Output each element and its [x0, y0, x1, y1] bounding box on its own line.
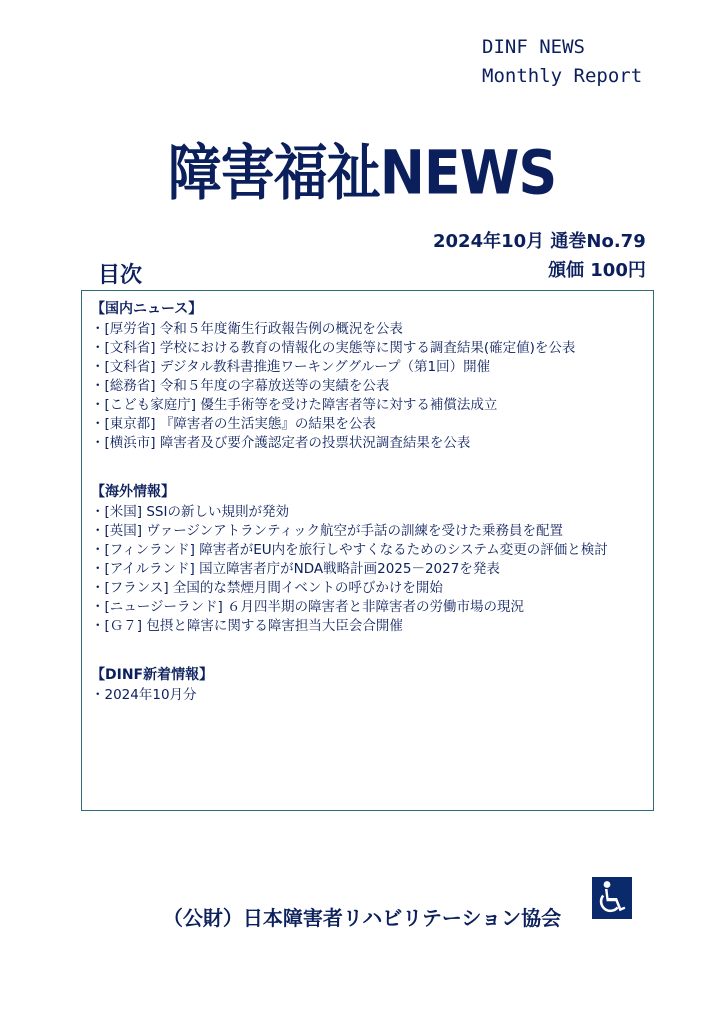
list-item[interactable]: ・[米国] SSIの新しい規則が発効 [91, 504, 289, 520]
list-item[interactable]: ・[フランス] 全国的な禁煙月間イベントの呼びかけを開始 [91, 580, 443, 596]
list-item[interactable]: ・[Ｇ７] 包摂と障害に関する障害担当大臣会合開催 [91, 618, 403, 634]
list-item[interactable]: ・[英国] ヴァージンアトランティック航空が手話の訓練を受けた乗務員を配置 [91, 523, 564, 539]
list-item[interactable]: ・2024年10月分 [91, 687, 197, 703]
publication-label [482, 33, 642, 91]
page-title: 障害福祉NEWS [167, 137, 557, 209]
toc-heading: 目次 [98, 263, 143, 288]
list-item[interactable]: ・[フィンランド] 障害者がEU内を旅行しやすくなるためのシステム変更の評価と検討 [91, 542, 608, 558]
section-title: 【国内ニュース】 [91, 301, 203, 317]
publication-name: DINF NEWS [482, 36, 585, 58]
list-item[interactable]: ・[東京都] 『障害者の生活実態』の結果を公表 [91, 416, 376, 432]
list-item[interactable]: ・[こども家庭庁] 優生手術等を受けた障害者等に対する補償法成立 [91, 397, 498, 413]
price-label: 頒価 100円 [548, 260, 646, 281]
list-item[interactable]: ・[アイルランド] 国立障害者庁がNDA戦略計画2025－2027を発表 [91, 561, 500, 577]
domestic-news-section [91, 300, 653, 453]
wheelchair-icon-graphic [592, 877, 632, 919]
list-item[interactable]: ・[総務省] 令和５年度の字幕放送等の実績を公表 [91, 378, 390, 394]
section-title: 【海外情報】 [91, 484, 175, 500]
wheelchair-icon [592, 877, 632, 919]
publisher-name: （公財）日本障害者リハビリテーション協会 [162, 906, 562, 930]
list-item[interactable]: ・[文科省] デジタル教科書推進ワーキンググループ（第1回）開催 [91, 359, 491, 375]
table-of-contents [81, 290, 654, 811]
dinf-updates-section [91, 666, 653, 705]
list-item[interactable]: ・[文科省] 学校における教育の情報化の実態等に関する調査結果(確定値)を公表 [91, 340, 576, 356]
list-item[interactable]: ・[横浜市] 障害者及び要介護認定者の投票状況調査結果を公表 [91, 435, 471, 451]
publication-subtitle: Monthly Report [482, 65, 643, 87]
overseas-news-section [91, 483, 653, 636]
list-item[interactable]: ・[ニュージーランド] ６月四半期の障害者と非障害者の労働市場の現況 [91, 599, 525, 615]
issue-info: 2024年10月 通巻No.79 [433, 231, 646, 252]
section-title: 【DINF新着情報】 [91, 667, 214, 683]
list-item[interactable]: ・[厚労省] 令和５年度衛生行政報告例の概況を公表 [91, 321, 403, 337]
